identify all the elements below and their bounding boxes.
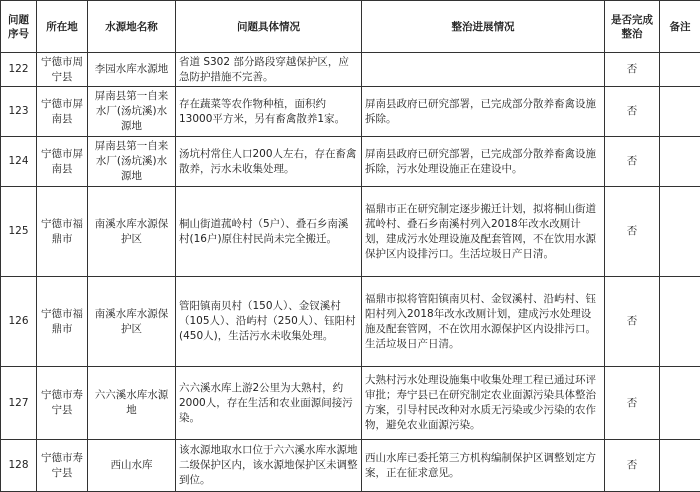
- cell-location: 宁德市屏南县: [37, 137, 88, 187]
- table-row: [1, 137, 700, 187]
- cell-location: 宁德市屏南县: [37, 87, 88, 137]
- cell-source: 屏南县第一自来水厂(汤坑溪)水源地: [88, 137, 176, 187]
- cell-no: 124: [1, 137, 37, 187]
- cell-location: 宁德市寿宁县: [37, 440, 88, 492]
- cell-source: 西山水库: [88, 440, 176, 492]
- cell-remark: [660, 137, 700, 187]
- cell-done: 否: [605, 87, 660, 137]
- cell-progress: 西山水库已委托第三方机构编制保护区调整划定方案，正在征求意见。: [362, 440, 605, 492]
- cell-progress: 屏南县政府已研究部署，已完成部分散养畜禽设施拆除。: [362, 87, 605, 137]
- cell-no: 127: [1, 367, 37, 440]
- cell-progress: [362, 53, 605, 87]
- cell-done: 否: [605, 440, 660, 492]
- cell-problem: 六六溪水库上游2公里为大熟村，约2000人，存在生活和农业面源间接污染。: [176, 367, 362, 440]
- cell-problem: 桐山街道菰岭村（5户）、叠石乡南溪村(16户)原住村民尚未完全搬迁。: [176, 187, 362, 277]
- header-no: 问题序号: [1, 1, 37, 53]
- cell-location: 宁德市周宁县: [37, 53, 88, 87]
- cell-source: 李园水库水源地: [88, 53, 176, 87]
- cell-no: 126: [1, 277, 37, 367]
- cell-no: 122: [1, 53, 37, 87]
- cell-source: 南溪水库水源保护区: [88, 187, 176, 277]
- table-row: [1, 53, 700, 87]
- header-row: [1, 1, 700, 53]
- cell-progress: 大熟村污水处理设施集中收集处理工程已通过环评审批；寿宁县已在研究制定农业面源污染具体整治方案，引导村民改种对水质无污染或少污染的农作物，避免农业面源污染。: [362, 367, 605, 440]
- table-row: [1, 277, 700, 367]
- header-problem: 问题具体情况: [176, 1, 362, 53]
- cell-done: 否: [605, 367, 660, 440]
- table-row: [1, 440, 700, 492]
- header-progress: 整治进展情况: [362, 1, 605, 53]
- cell-remark: [660, 53, 700, 87]
- header-source: 水源地名称: [88, 1, 176, 53]
- cell-done: 否: [605, 53, 660, 87]
- cell-location: 宁德市福鼎市: [37, 187, 88, 277]
- cell-problem: 省道 S302 部分路段穿越保护区，应急防护措施不完善。: [176, 53, 362, 87]
- table-row: [1, 367, 700, 440]
- cell-remark: [660, 87, 700, 137]
- header-remark: 备注: [660, 1, 700, 53]
- cell-progress: 福鼎市拟将管阳镇南贝村、金钗溪村、沿屿村、钰阳村列入2018年改水改厕计划，建成污水处理设施及配套管网，不在饮用水源保护区内设排污口。生活垃圾日产日清。: [362, 277, 605, 367]
- header-location: 所在地: [37, 1, 88, 53]
- table-row: [1, 187, 700, 277]
- table-row: [1, 87, 700, 137]
- cell-no: 123: [1, 87, 37, 137]
- cell-progress: 福鼎市正在研究制定逐步搬迁计划，拟将桐山街道菰岭村、叠石乡南溪村列入2018年改水改厕计划，建成污水处理设施及配套管网，不在饮用水源保护区内设排污口。生活垃圾日产日清。: [362, 187, 605, 277]
- cell-remark: [660, 367, 700, 440]
- header-done: 是否完成整治: [605, 1, 660, 53]
- cell-remark: [660, 187, 700, 277]
- cell-remark: [660, 277, 700, 367]
- cell-no: 125: [1, 187, 37, 277]
- cell-location: 宁德市寿宁县: [37, 367, 88, 440]
- cell-location: 宁德市福鼎市: [37, 277, 88, 367]
- cell-progress: 屏南县政府已研究部署，已完成部分散养畜禽设施拆除，污水处理设施正在建设中。: [362, 137, 605, 187]
- cell-problem: 存在蔬菜等农作物种植，面积约13000平方米，另有畜禽散养1家。: [176, 87, 362, 137]
- cell-problem: 该水源地取水口位于六六溪水库水源地二级保护区内，该水源地保护区未调整到位。: [176, 440, 362, 492]
- cell-source: 屏南县第一自来水厂(汤坑溪)水源地: [88, 87, 176, 137]
- cell-done: 否: [605, 187, 660, 277]
- cell-source: 南溪水库水源保护区: [88, 277, 176, 367]
- cell-done: 否: [605, 277, 660, 367]
- cell-problem: 管阳镇南贝村（150人）、金钗溪村（105人）、沿屿村（250人）、钰阳村(450人)，生活污水未收集处理。: [176, 277, 362, 367]
- cell-remark: [660, 440, 700, 492]
- cell-done: 否: [605, 137, 660, 187]
- cell-source: 六六溪水库水源地: [88, 367, 176, 440]
- cell-problem: 汤坑村常住人口200人左右，存在畜禽散养，污水未收集处理。: [176, 137, 362, 187]
- cell-no: 128: [1, 440, 37, 492]
